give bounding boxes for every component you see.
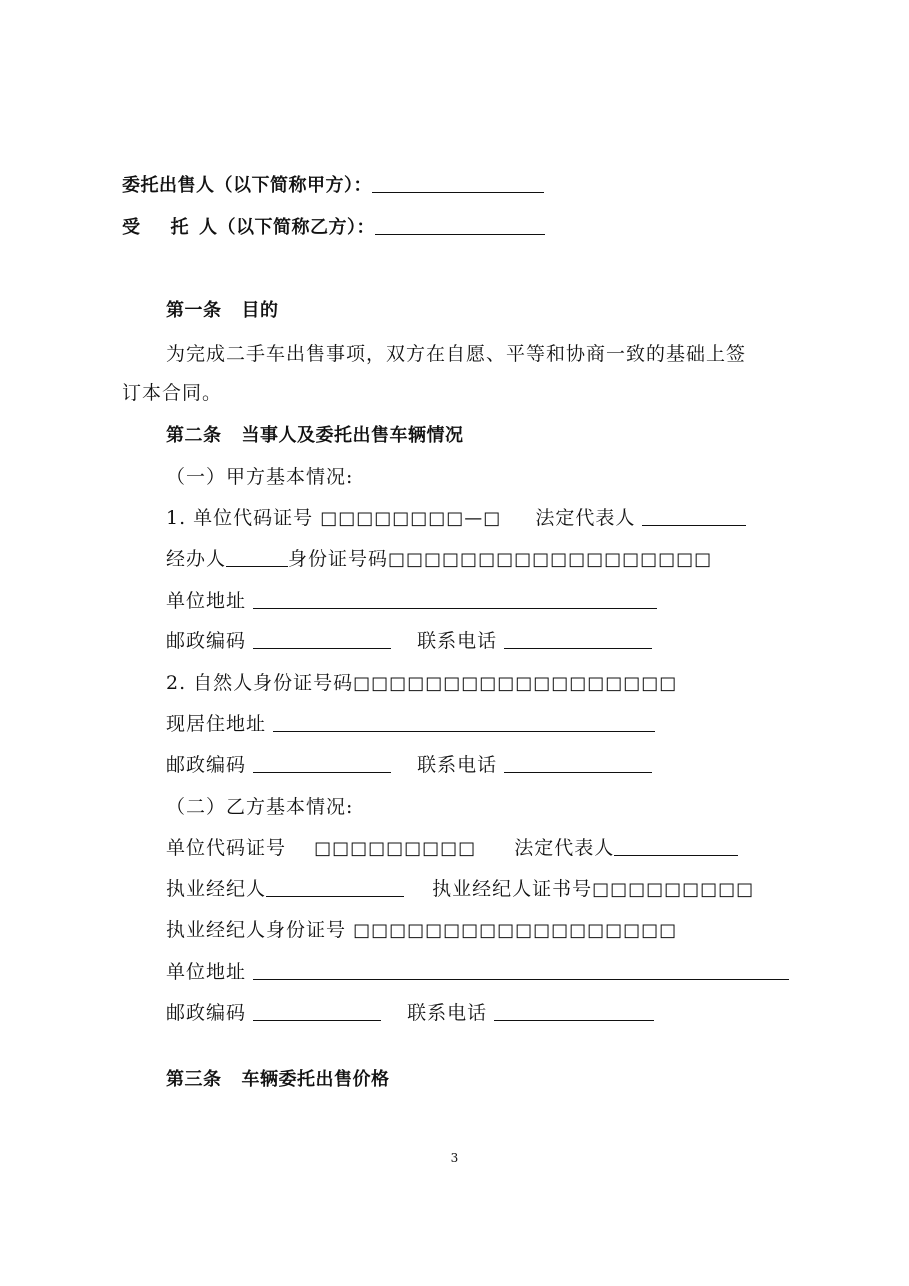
- party-b-tel-label: 联系电话: [407, 1002, 488, 1024]
- party-b-contact-line: [166, 1001, 654, 1025]
- party-b-rep-blank[interactable]: [614, 837, 738, 856]
- article-1-number: 第一条: [166, 300, 222, 321]
- party-a-person-id-label: 2. 自然人身份证号码: [166, 672, 354, 694]
- article-3-title: [166, 1068, 390, 1092]
- article-3-heading: 车辆委托出售价格: [241, 1069, 390, 1090]
- party-a-person-id-line: [166, 671, 677, 696]
- party-a-rep-blank[interactable]: [642, 507, 746, 526]
- party-a-id-label: 身份证号码: [288, 548, 389, 570]
- party-b-address-blank[interactable]: [253, 961, 789, 980]
- party-a-address-label: 单位地址: [166, 590, 247, 612]
- party-b-broker-line: [166, 877, 754, 902]
- article-1-paragraph-line-2: 订本合同。: [122, 382, 223, 404]
- party-b-broker-label: 执业经纪人: [166, 878, 267, 900]
- article-2-number: 第二条: [166, 425, 222, 446]
- agent-line: [122, 216, 545, 240]
- party-b-broker-id-boxes[interactable]: □□□□□□□□□□□□□□□□□□: [353, 920, 678, 941]
- party-a-rep-label: 法定代表人: [535, 507, 636, 529]
- party-a-residence-blank[interactable]: [273, 713, 655, 732]
- party-a-code-label: 1. 单位代码证号: [166, 507, 314, 529]
- party-a-id-boxes[interactable]: □□□□□□□□□□□□□□□□□□: [388, 549, 713, 570]
- party-b-zip-label: 邮政编码: [166, 1002, 247, 1024]
- party-b-cert-label: 执业经纪人证书号: [432, 878, 593, 900]
- party-a-residence-line: [166, 712, 655, 736]
- party-b-code-label: 单位代码证号: [166, 837, 287, 859]
- party-a-person-tel-label: 联系电话: [417, 754, 498, 776]
- article-1-paragraph-line-1: 为完成二手车出售事项，双方在自愿、平等和协商一致的基础上签: [166, 343, 747, 365]
- agent-label-a: 受: [122, 217, 141, 238]
- party-b-tel-blank[interactable]: [494, 1002, 654, 1021]
- party-b-address-line: [166, 960, 789, 984]
- article-1-heading: 目的: [241, 300, 279, 321]
- party-a-zip-label: 邮政编码: [166, 630, 247, 652]
- party-a-agent-label: 经办人: [166, 548, 227, 570]
- party-b-zip-blank[interactable]: [253, 1002, 381, 1021]
- article-3-number: 第三条: [166, 1069, 222, 1090]
- agent-label-b: 托: [170, 217, 189, 238]
- party-a-address-line: [166, 589, 657, 613]
- party-a-contact-line: [166, 629, 652, 653]
- article-2-heading: 当事人及委托出售车辆情况: [241, 425, 464, 446]
- article-2-title: [166, 424, 464, 448]
- party-b-broker-id-label: 执业经纪人身份证号: [166, 919, 347, 941]
- party-a-agent-line: [166, 547, 712, 572]
- party-a-person-zip-label: 邮政编码: [166, 754, 247, 776]
- agent-blank[interactable]: [375, 216, 545, 235]
- party-a-residence-label: 现居住地址: [166, 713, 267, 735]
- party-a-person-contact-line: [166, 753, 652, 777]
- party-a-heading: （一）甲方基本情况:: [166, 466, 354, 488]
- party-b-broker-id-line: [166, 918, 677, 943]
- party-a-agent-blank[interactable]: [226, 548, 288, 567]
- party-a-zip-blank[interactable]: [253, 630, 391, 649]
- party-a-tel-blank[interactable]: [504, 630, 652, 649]
- party-a-address-blank[interactable]: [253, 590, 657, 609]
- party-a-person-tel-blank[interactable]: [504, 754, 652, 773]
- party-a-code-line: [166, 506, 746, 531]
- agent-label-c: 人（以下简称乙方）：: [199, 217, 375, 238]
- party-a-person-id-boxes[interactable]: □□□□□□□□□□□□□□□□□□: [353, 673, 678, 694]
- party-b-cert-boxes[interactable]: □□□□□□□□□: [592, 879, 755, 900]
- party-b-rep-label: 法定代表人: [514, 837, 615, 859]
- page-number: 3: [450, 1151, 459, 1165]
- party-b-broker-blank[interactable]: [266, 878, 404, 897]
- principal-label: 委托出售人（以下简称甲方）：: [122, 175, 372, 196]
- party-b-code-line: [166, 836, 738, 861]
- party-b-address-label: 单位地址: [166, 961, 247, 983]
- party-a-code-boxes[interactable]: □□□□□□□□—□: [320, 508, 502, 529]
- party-b-heading: （二）乙方基本情况:: [166, 796, 354, 818]
- party-b-code-boxes[interactable]: □□□□□□□□□: [314, 838, 477, 859]
- principal-line: [122, 174, 544, 198]
- party-a-tel-label: 联系电话: [417, 630, 498, 652]
- principal-blank[interactable]: [372, 174, 544, 193]
- article-1-title: [166, 299, 279, 323]
- party-a-person-zip-blank[interactable]: [253, 754, 391, 773]
